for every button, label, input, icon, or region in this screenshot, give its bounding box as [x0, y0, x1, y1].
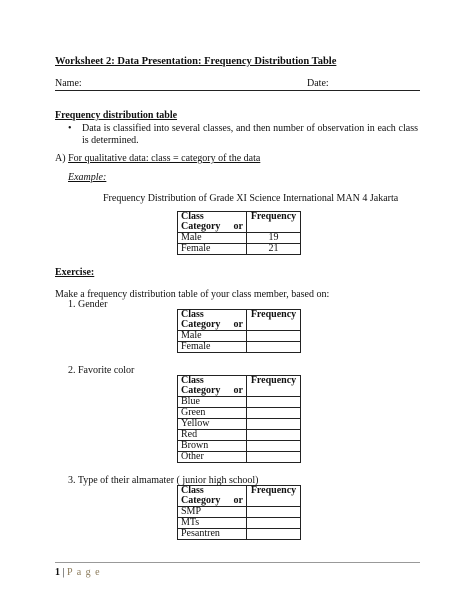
category-cell: Male	[178, 331, 247, 342]
table-header-row	[178, 486, 301, 507]
table-row	[178, 529, 301, 540]
table-row	[178, 408, 301, 419]
frequency-cell	[247, 408, 301, 419]
class-header-top: Class or	[181, 485, 243, 506]
table-header-row	[178, 376, 301, 397]
frequency-cell	[247, 529, 301, 540]
example-colon: :	[103, 172, 107, 183]
category-cell: Female	[178, 244, 247, 255]
category-cell: MTs	[178, 518, 247, 529]
frequency-cell: 19	[247, 233, 301, 244]
frequency-cell	[247, 419, 301, 430]
table-row	[178, 518, 301, 529]
exercise-item-almamater: 3. Type of their almamater ( junior high school)	[68, 475, 259, 486]
table-row	[178, 441, 301, 452]
frequency-cell: 21	[247, 244, 301, 255]
class-header-bottom: Category	[181, 385, 221, 396]
category-cell: Brown	[178, 441, 247, 452]
category-cell: Pesantren	[178, 529, 247, 540]
table-row	[178, 244, 301, 255]
frequency-cell	[247, 331, 301, 342]
table-row	[178, 233, 301, 244]
table-row	[178, 452, 301, 463]
frequency-header: Frequency	[247, 376, 301, 397]
frequency-cell	[247, 430, 301, 441]
table-row	[178, 419, 301, 430]
frequency-cell	[247, 441, 301, 452]
class-category-header	[178, 212, 247, 233]
frequency-cell	[247, 518, 301, 529]
class-header-top: Class or	[181, 211, 243, 232]
exercise-heading: Exercise:	[55, 267, 95, 278]
example-word: Example	[68, 172, 103, 183]
category-cell: Female	[178, 342, 247, 353]
frequency-cell	[247, 507, 301, 518]
qualitative-text: For qualitative data: class = category of the data	[68, 153, 261, 164]
almamater-table	[177, 485, 301, 540]
table-row	[178, 430, 301, 441]
table-row	[178, 331, 301, 342]
class-header-bottom: Category	[181, 221, 221, 232]
class-header-top: Class or	[181, 309, 243, 330]
category-cell: Other	[178, 452, 247, 463]
table-header-row	[178, 212, 301, 233]
category-cell: Blue	[178, 397, 247, 408]
category-cell: Yellow	[178, 419, 247, 430]
class-header-bottom: Category	[181, 319, 221, 330]
frequency-header: Frequency	[247, 486, 301, 507]
category-cell: Red	[178, 430, 247, 441]
gender-table	[177, 309, 301, 353]
exercise-item-color: 2. Favorite color	[68, 365, 135, 376]
exercise-item-gender: 1. Gender	[68, 299, 108, 310]
frequency-header: Frequency	[247, 212, 301, 233]
class-header-top: Class or	[181, 375, 243, 396]
qualitative-prefix: A)	[55, 153, 66, 164]
category-cell: Green	[178, 408, 247, 419]
worksheet-title: Worksheet 2: Data Presentation: Frequency Distribution Table	[55, 56, 337, 67]
category-cell: SMP	[178, 507, 247, 518]
footer-divider	[55, 562, 420, 563]
example-table	[177, 211, 301, 255]
frequency-cell	[247, 452, 301, 463]
footer-separator: |	[60, 567, 68, 578]
class-category-header	[178, 310, 247, 331]
class-header-bottom: Category	[181, 495, 221, 506]
section-heading: Frequency distribution table	[55, 110, 178, 121]
name-date-line	[55, 78, 420, 91]
frequency-cell	[247, 397, 301, 408]
table-header-row	[178, 310, 301, 331]
category-cell: Male	[178, 233, 247, 244]
bullet-text: Data is classified into several classes, and then number of observation in each class is determined.	[82, 123, 418, 146]
page-word: P a g e	[67, 567, 101, 578]
example-label	[68, 172, 106, 183]
frequency-header: Frequency	[247, 310, 301, 331]
frequency-cell	[247, 342, 301, 353]
color-table	[177, 375, 301, 463]
bullet-icon: •	[68, 123, 72, 134]
page-number: 1	[55, 567, 60, 578]
table-row	[178, 507, 301, 518]
name-label: Name:	[55, 78, 82, 89]
date-label: Date:	[307, 78, 329, 89]
table-row	[178, 342, 301, 353]
page-footer	[55, 567, 101, 578]
table-caption: Frequency Distribution of Grade XI Science International MAN 4 Jakarta	[103, 193, 399, 204]
qualitative-heading	[55, 153, 260, 164]
table-row	[178, 397, 301, 408]
class-category-header	[178, 486, 247, 507]
exercise-intro: Make a frequency distribution table of your class member, based on:	[55, 289, 330, 300]
class-category-header	[178, 376, 247, 397]
